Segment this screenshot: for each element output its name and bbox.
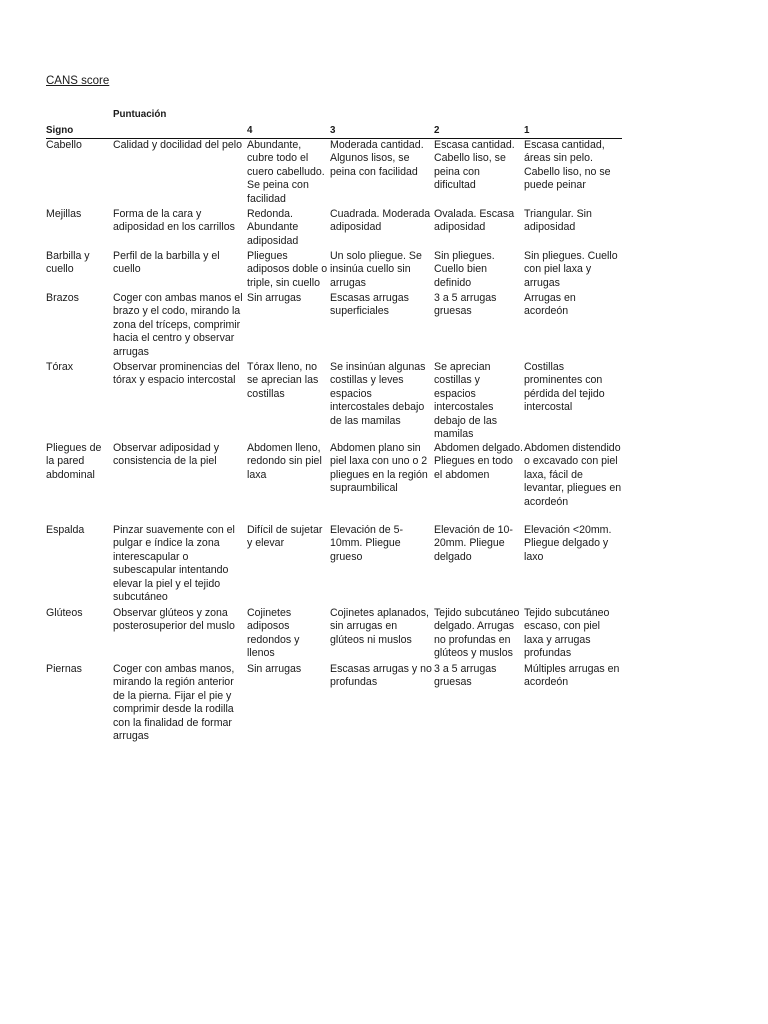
cell-descripcion: Pinzar suavemente con el pulgar e índice la zona interescapular o subescapular intentando elevar la piel y el tejido subcutáneo <box>113 524 235 604</box>
table-row <box>46 139 622 208</box>
cell-score-1: Escasa cantidad, áreas sin pelo. Cabello liso, no se puede peinar <box>524 139 611 192</box>
cell-signo: Espalda <box>46 524 85 536</box>
table-row <box>46 361 622 442</box>
page-title: CANS score <box>46 75 110 87</box>
column-header-score-2: 2 <box>434 125 440 136</box>
cell-score-2: Ovalada. Escasa adiposidad <box>434 208 515 234</box>
cell-score-4: Tórax lleno, no se aprecian las costillas <box>247 361 319 400</box>
cell-score-2: 3 a 5 arrugas gruesas <box>434 663 497 689</box>
cell-score-2: Escasa cantidad. Cabello liso, se peina con dificultad <box>434 139 515 192</box>
cell-score-1: Múltiples arrugas en acordeón <box>524 663 620 689</box>
cell-descripcion: Observar glúteos y zona posterosuperior del muslo <box>113 607 235 633</box>
table-row <box>46 663 622 745</box>
cell-signo: Cabello <box>46 139 82 151</box>
cell-score-1: Tejido subcutáneo escaso, con piel laxa y arrugas profundas <box>524 607 610 660</box>
cell-descripcion: Coger con ambas manos, mirando la región anterior de la pierna. Fijar el pie y comprimir desde la rodilla con la finalidad de formar arrugas <box>113 663 235 743</box>
cell-score-2: Tejido subcutáneo delgado. Arrugas no profundas en glúteos y muslos <box>434 607 520 660</box>
cans-table <box>46 139 622 745</box>
cell-score-1: Elevación <20mm. Pliegue delgado y laxo <box>524 524 612 563</box>
cell-signo: Pliegues de la pared abdominal <box>46 442 102 481</box>
cell-descripcion: Perfil de la barbilla y el cuello <box>113 250 220 276</box>
cell-score-2: Se aprecian costillas y espacios intercostales debajo de las mamilas <box>434 361 498 441</box>
cell-signo: Glúteos <box>46 607 83 619</box>
column-header-row <box>46 124 622 139</box>
cell-score-4: Abundante, cubre todo el cuero cabelludo. Se peina con facilidad <box>247 139 325 205</box>
cell-score-1: Arrugas en acordeón <box>524 292 576 318</box>
table-row <box>46 250 622 292</box>
cell-score-1: Sin pliegues. Cuello con piel laxa y arrugas <box>524 250 618 289</box>
cell-score-3: Elevación de 5-10mm. Pliegue grueso <box>330 524 404 563</box>
cell-score-2: Elevación de 10-20mm. Pliegue delgado <box>434 524 513 563</box>
cell-descripcion: Coger con ambas manos el brazo y el codo, mirando la zona del tríceps, comprimir hacia el centro y observar arrugas <box>113 292 243 358</box>
cell-score-1: Triangular. Sin adiposidad <box>524 208 592 234</box>
cell-score-3: Cojinetes aplanados, sin arrugas en glúteos ni muslos <box>330 607 429 646</box>
cell-score-4: Redonda. Abundante adiposidad <box>247 208 299 247</box>
column-header-signo: Signo <box>46 125 74 136</box>
table-row <box>46 292 622 361</box>
cell-score-3: Escasas arrugas y no profundas <box>330 663 432 689</box>
column-header-score-3: 3 <box>330 125 336 136</box>
cell-signo: Brazos <box>46 292 79 304</box>
cell-signo: Tórax <box>46 361 74 373</box>
table-row <box>46 208 622 250</box>
cell-score-1: Costillas prominentes con pérdida del tejido intercostal <box>524 361 605 414</box>
cell-descripcion: Forma de la cara y adiposidad en los carrillos <box>113 208 235 234</box>
table-row <box>46 607 622 663</box>
cell-score-4: Pliegues adiposos doble o triple, sin cuello <box>247 250 328 289</box>
cell-signo: Mejillas <box>46 208 82 220</box>
table-row <box>46 442 622 524</box>
cell-descripcion: Observar adiposidad y consistencia de la piel <box>113 442 219 468</box>
cell-score-4: Sin arrugas <box>247 663 302 675</box>
cell-score-3: Moderada cantidad. Algunos lisos, se peina con facilidad <box>330 139 424 178</box>
cell-score-4: Sin arrugas <box>247 292 302 304</box>
cell-score-3: Abdomen plano sin piel laxa con uno o 2 pliegues en la región supraumbilical <box>330 442 428 495</box>
column-header-score-1: 1 <box>524 125 530 136</box>
cell-score-2: Abdomen delgado. Pliegues en todo el abdomen <box>434 442 523 481</box>
cell-score-2: Sin pliegues. Cuello bien definido <box>434 250 495 289</box>
table-row <box>46 524 622 607</box>
cell-score-3: Un solo pliegue. Se insinúa cuello sin arrugas <box>330 250 422 289</box>
cell-score-4: Cojinetes adiposos redondos y llenos <box>247 607 300 660</box>
cell-score-3: Escasas arrugas superficiales <box>330 292 409 318</box>
cell-descripcion: Observar prominencias del tórax y espacio intercostal <box>113 361 240 387</box>
column-header-score-4: 4 <box>247 125 253 136</box>
score-header: Puntuación <box>113 109 167 120</box>
cell-score-2: 3 a 5 arrugas gruesas <box>434 292 497 318</box>
cell-score-3: Cuadrada. Moderada adiposidad <box>330 208 431 234</box>
cell-score-4: Abdomen lleno, redondo sin piel laxa <box>247 442 322 481</box>
cell-score-1: Abdomen distendido o excavado con piel laxa, fácil de levantar, pliegues en acordeón <box>524 442 622 508</box>
cell-signo: Piernas <box>46 663 82 675</box>
cell-score-4: Difícil de sujetar y elevar <box>247 524 323 550</box>
cell-descripcion: Calidad y docilidad del pelo <box>113 139 242 151</box>
cell-score-3: Se insinúan algunas costillas y leves espacios intercostales debajo de las mamilas <box>330 361 426 427</box>
cell-signo: Barbilla y cuello <box>46 250 90 276</box>
